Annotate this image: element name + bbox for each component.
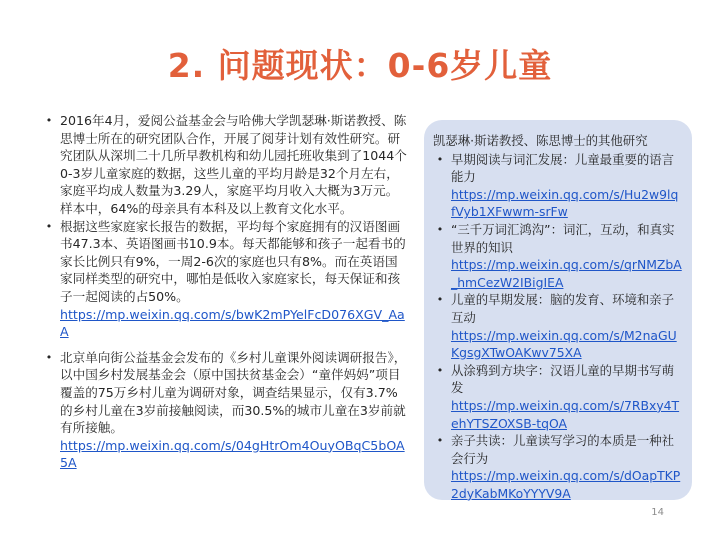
bullet-icon: • xyxy=(45,219,53,233)
list-item xyxy=(433,362,682,432)
list-item-text: 亲子共读：儿童读写学习的本质是一种社会行为 xyxy=(451,433,675,466)
bullet-icon: • xyxy=(436,434,444,448)
article-link[interactable]: https://mp.weixin.qq.com/s/dOapTKP2dyKabMKoYYYV9A xyxy=(451,468,681,501)
list-item xyxy=(433,291,682,361)
list-item-text: 从涂鸦到方块字：汉语儿童的早期书写萌发 xyxy=(451,362,675,396)
main-text-column xyxy=(44,112,410,472)
article-link[interactable]: https://mp.weixin.qq.com/s/04gHtrOm4OuyOBqC5bOA5A xyxy=(60,437,405,471)
bullet-icon: • xyxy=(45,114,53,127)
bullet-icon: • xyxy=(436,363,444,377)
bullet-icon: • xyxy=(436,293,444,307)
list-item-text: “三千万词汇鸿沟”：词汇，互动，和真实世界的知识 xyxy=(451,221,675,255)
article-link[interactable]: https://mp.weixin.qq.com/s/qrNMZbA_hmCezW2IBigIEA xyxy=(451,257,682,290)
article-link[interactable]: https://mp.weixin.qq.com/s/7RBxy4TehYTSZOXSB-tqOA xyxy=(451,397,680,431)
slide-title: 2. 问题现状：0-6岁儿童 xyxy=(167,46,553,85)
list-item-text: 早期阅读与词汇发展：儿童最重要的语言能力 xyxy=(451,151,675,185)
article-link[interactable]: https://mp.weixin.qq.com/s/M2naGUKgsgXTwOAKwv75XA xyxy=(451,327,677,361)
list-item xyxy=(44,112,410,218)
article-link[interactable]: https://mp.weixin.qq.com/s/Hu2w9lqfVyb1XFwwm-srFw xyxy=(451,186,679,220)
page-number: 14 xyxy=(651,507,664,518)
panel-heading: 凯瑟琳·斯诺教授、陈思博士的其他研究 xyxy=(433,133,648,148)
list-item xyxy=(433,432,682,502)
list-item-text: 北京单向街公益基金会发布的《乡村儿童课外阅读调研报告》，以中国乡村发展基金会（原中国扶贫基金会）“童伴妈妈”项目覆盖的75万乡村儿童为调研对象，调查结果显示，仅有3.7%的乡村儿童在3岁前接触阅读，而30.5%的城市儿童在3岁前就有所接触。 xyxy=(60,349,407,436)
article-link[interactable]: https://mp.weixin.qq.com/s/bwK2mPYelFcD076XGV_AaA xyxy=(60,306,405,340)
related-research-panel xyxy=(424,120,692,500)
list-item xyxy=(44,349,410,472)
bullet-icon: • xyxy=(45,350,53,364)
list-item xyxy=(433,221,682,291)
list-item-text: 儿童的早期发展：脑的发育、环境和亲子互动 xyxy=(451,292,675,325)
list-item-text: 根据这些家庭家长报告的数据，平均每个家庭拥有的汉语图画书47.3本、英语图画书10.9本。每天都能够和孩子一起看书的家长比例只有9%，一周2-6次的家庭也只有8%。而在英语国家同样类型的研究中，哪怕是低收入家庭家长，每天保证和孩子一起阅读的占50%。 xyxy=(60,218,406,304)
list-item xyxy=(433,151,682,221)
main-bullet-list xyxy=(44,112,410,472)
related-research-list xyxy=(433,151,682,503)
list-item xyxy=(44,218,410,341)
bullet-icon: • xyxy=(436,152,444,166)
list-item-text: 2016年4月，爱阅公益基金会与哈佛大学凯瑟琳·斯诺教授、陈思博士所在的研究团队合作，开展了阅芽计划有效性研究。研究团队从深圳二十几所早教机构和幼儿园托班收集到了1044个0-3岁儿童家庭的数据，这些儿童的平均月龄是32个月左右，家庭平均成人数量为3.29人，家庭平均月收入大概为3万元。样本中，64%的母亲具有本科及以上教育文化水平。 xyxy=(60,113,407,216)
bullet-icon: • xyxy=(436,222,444,236)
